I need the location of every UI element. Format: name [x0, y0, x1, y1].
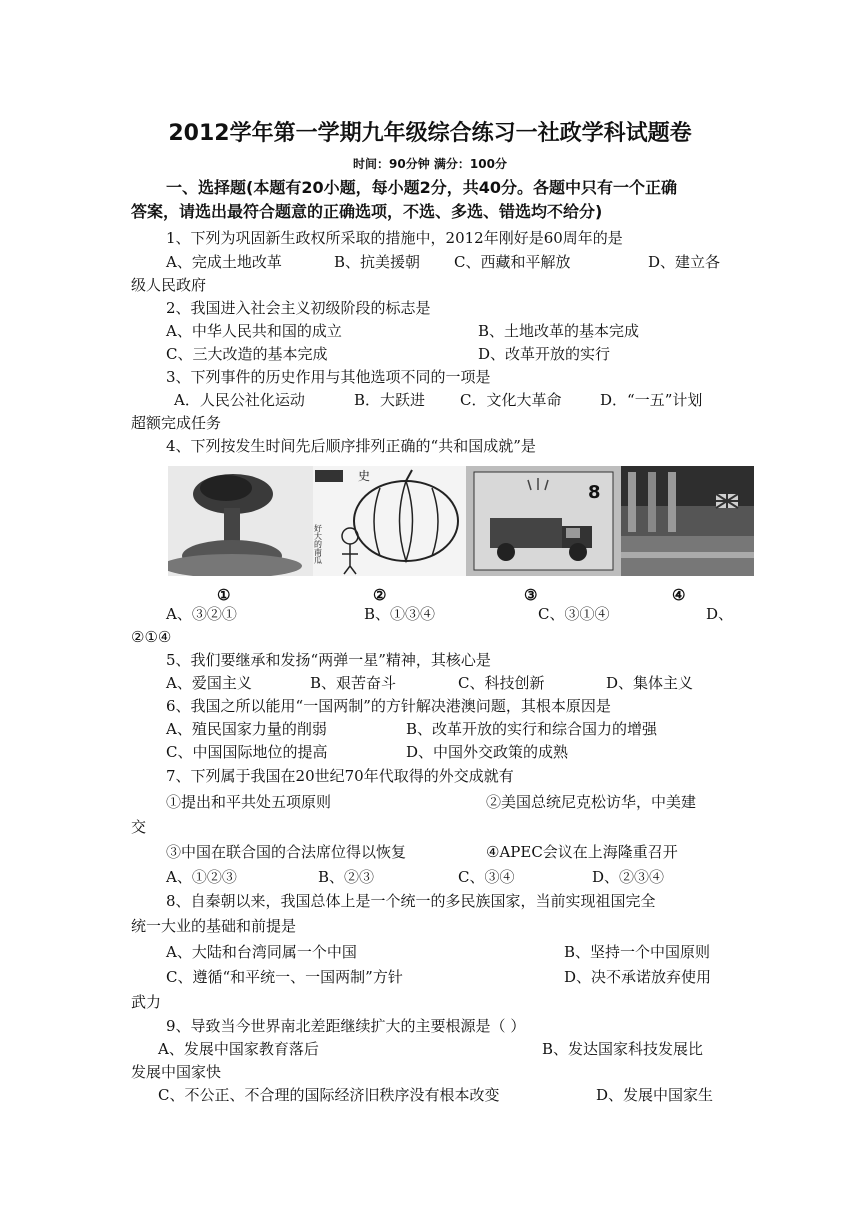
q8-option-c: C、遵循“和平统一、一国两制”方针 — [166, 968, 403, 986]
q5-option-d: D、集体主义 — [606, 674, 694, 692]
q6-option-d: D、中国外交政策的成熟 — [406, 743, 569, 761]
photo-truck-stamp — [466, 466, 621, 576]
q4-option-d-cont: ②①④ — [131, 628, 172, 646]
q2-option-a: A、中华人民共和国的成立 — [166, 322, 342, 340]
q6-option-c: C、中国国际地位的提高 — [166, 743, 328, 761]
section-heading-line1: 一、选择题(本题有20小题，每小题2分，共40分。各题中只有一个正确 — [166, 178, 677, 197]
q3-option-b: B．大跃进 — [354, 391, 426, 409]
photo-handover-ceremony — [621, 466, 754, 576]
photo-label-4: ④ — [672, 586, 686, 604]
q7-option-b: B、②③ — [318, 868, 375, 886]
q7-statement-3: ③中国在联合国的合法席位得以恢复 — [166, 843, 407, 861]
pumpkin-caption: 好大的南瓜 — [313, 524, 323, 564]
q7-option-d: D、②③④ — [592, 868, 665, 886]
q2-option-c: C、三大改造的基本完成 — [166, 345, 328, 363]
q6-option-a: A、殖民国家力量的削弱 — [166, 720, 327, 738]
q7-option-a: A、①②③ — [166, 868, 237, 886]
q9-option-d: D、发展中国家生 — [596, 1086, 714, 1104]
question-1-stem: 1、下列为巩固新生政权所采取的措施中，2012年刚好是60周年的是 — [166, 229, 623, 247]
q5-option-c: C、科技创新 — [458, 674, 545, 692]
q1-option-d-cont: 级人民政府 — [131, 276, 207, 294]
question-2-stem: 2、我国进入社会主义初级阶段的标志是 — [166, 299, 431, 317]
q7-statement-2-cont: 交 — [131, 818, 147, 836]
q8-option-d: D、决不承诺放弃使用 — [564, 968, 712, 986]
q4-option-a: A、③②① — [166, 605, 237, 623]
q9-option-b-cont: 发展中国家快 — [131, 1063, 222, 1081]
q3-option-c: C．文化大革命 — [460, 391, 562, 409]
stamp-value: 8 — [588, 482, 601, 503]
q8-option-d-cont: 武力 — [131, 993, 162, 1011]
q4-option-d: D、 — [706, 605, 734, 623]
question-4-stem: 4、下列按发生时间先后顺序排列正确的“共和国成就”是 — [166, 437, 536, 455]
q5-option-a: A、爱国主义 — [166, 674, 252, 692]
svg-text:史: 史 — [358, 469, 371, 483]
q7-statement-2: ②美国总统尼克松访华，中美建 — [486, 793, 697, 811]
q3-option-d: D．“一五”计划 — [600, 391, 703, 409]
question-3-stem: 3、下列事件的历史作用与其他选项不同的一项是 — [166, 368, 491, 386]
q8-option-a: A、大陆和台湾同属一个中国 — [166, 943, 357, 961]
achievement-photos — [168, 466, 754, 576]
q9-option-a: A、发展中国家教育落后 — [158, 1040, 319, 1058]
q3-option-a: A．人民公社化运动 — [174, 391, 305, 409]
section-heading-line2: 答案，请选出最符合题意的正确选项，不选、多选、错选均不给分) — [131, 202, 603, 221]
photo-label-2: ② — [373, 586, 387, 604]
q1-option-c: C、西藏和平解放 — [454, 253, 571, 271]
q6-option-b: B、改革开放的实行和综合国力的增强 — [406, 720, 658, 738]
question-7-stem: 7、下列属于我国在20世纪70年代取得的外交成就有 — [166, 767, 514, 785]
page-title: 2012学年第一学期九年级综合练习一社政学科试题卷 — [168, 121, 692, 146]
question-8-stem-cont: 统一大业的基础和前提是 — [131, 917, 297, 935]
q4-option-b: B、①③④ — [364, 605, 436, 623]
q7-statement-1: ①提出和平共处五项原则 — [166, 793, 332, 811]
q1-option-b: B、抗美援朝 — [334, 253, 421, 271]
question-9-stem: 9、导致当今世界南北差距继续扩大的主要根源是（ ） — [166, 1017, 526, 1035]
q2-option-b: B、土地改革的基本完成 — [478, 322, 640, 340]
question-6-stem: 6、我国之所以能用“一国两制”的方针解决港澳问题，其根本原因是 — [166, 697, 611, 715]
photo-label-3: ③ — [524, 586, 538, 604]
q5-option-b: B、艰苦奋斗 — [310, 674, 397, 692]
q7-option-c: C、③④ — [458, 868, 515, 886]
q7-statement-4: ④APEC会议在上海隆重召开 — [486, 843, 678, 861]
q8-option-b: B、坚持一个中国原则 — [564, 943, 711, 961]
q3-option-d-cont: 超额完成任务 — [131, 414, 222, 432]
photo-pumpkin-cartoon — [313, 466, 466, 576]
question-8-stem: 8、自秦朝以来，我国总体上是一个统一的多民族国家，当前实现祖国完全 — [166, 892, 656, 910]
q4-option-c: C、③①④ — [538, 605, 610, 623]
q2-option-d: D、改革开放的实行 — [478, 345, 611, 363]
question-5-stem: 5、我们要继承和发扬“两弹一星”精神，其核心是 — [166, 651, 491, 669]
q1-option-a: A、完成土地改革 — [166, 253, 282, 271]
q1-option-d: D、建立各 — [648, 253, 721, 271]
photo-label-1: ① — [217, 586, 231, 604]
photo-mushroom-cloud — [168, 466, 313, 576]
q9-option-b: B、发达国家科技发展比 — [542, 1040, 704, 1058]
q9-option-c: C、不公正、不合理的国际经济旧秩序没有根本改变 — [158, 1086, 500, 1104]
exam-time-score: 时间：90分钟 满分：100分 — [353, 157, 507, 171]
